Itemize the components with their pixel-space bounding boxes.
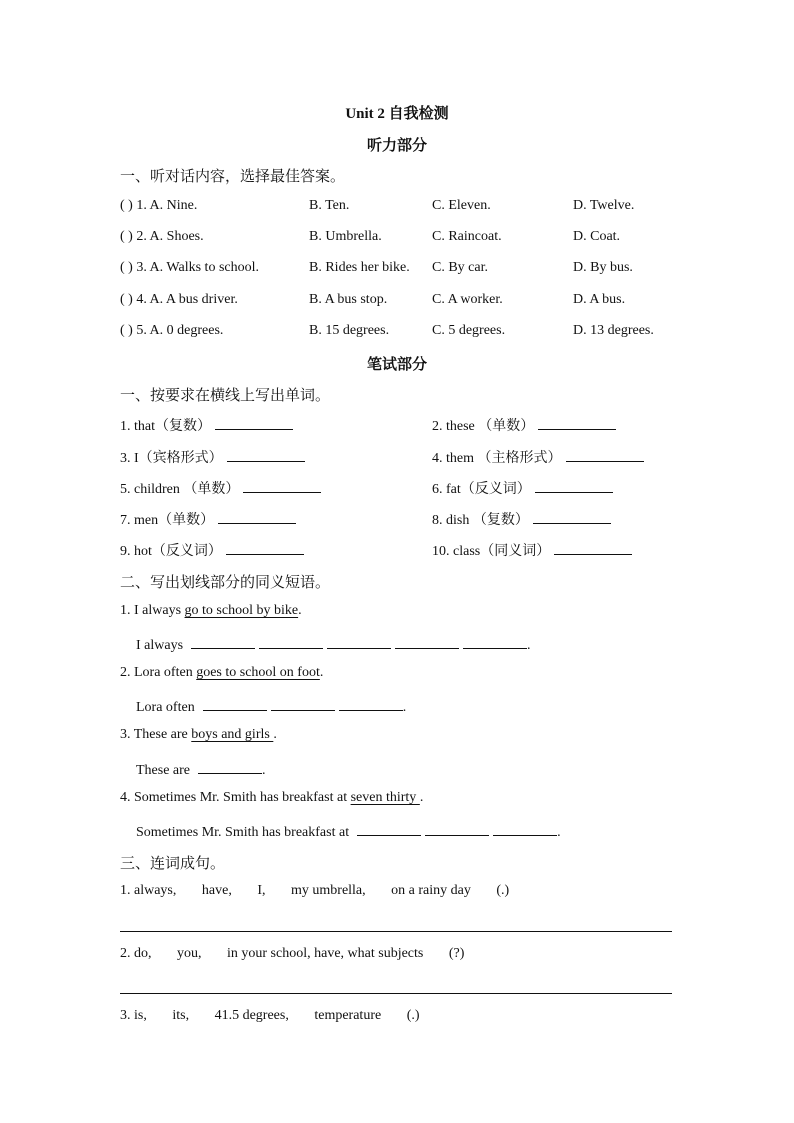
word-item-left: 7. men（单数）	[120, 509, 296, 529]
word-item-right: 8. dish （复数）	[432, 509, 611, 529]
word-item-right: 2. these （单数）	[432, 415, 616, 435]
question-option-a: ( ) 5. A. 0 degrees.	[120, 323, 224, 338]
answer-blank[interactable]	[271, 696, 335, 711]
answer-blank[interactable]	[554, 540, 632, 555]
question-row	[120, 292, 680, 312]
question-option-c: C. By car.	[432, 260, 488, 275]
question-option-d: D. Twelve.	[573, 198, 635, 213]
question-option-c: C. A worker.	[432, 292, 503, 307]
answer-blank[interactable]	[327, 634, 391, 649]
answer-blank[interactable]	[566, 447, 644, 462]
word-item-right: 6. fat（反义词）	[432, 478, 613, 498]
listening-heading: 听力部分	[366, 138, 427, 154]
phrase-answer: I always .	[136, 634, 531, 654]
answer-blank[interactable]	[535, 478, 613, 493]
question-row	[120, 229, 680, 249]
phrase-answer: These are .	[136, 759, 266, 779]
answer-blank[interactable]	[191, 634, 255, 649]
word-item-left: 3. I（宾格形式）	[120, 447, 305, 467]
phrase-answer: Sometimes Mr. Smith has breakfast at .	[136, 821, 561, 841]
writing-section-2: 二、写出划线部分的同义短语。	[120, 575, 331, 591]
writing-section-1: 一、按要求在横线上写出单词。	[120, 388, 331, 404]
answer-blank[interactable]	[533, 509, 611, 524]
answer-blank[interactable]	[425, 821, 489, 836]
answer-blank[interactable]	[463, 634, 527, 649]
answer-blank[interactable]	[538, 415, 616, 430]
word-item-left: 1. that（复数）	[120, 415, 293, 435]
question-option-b: B. 15 degrees.	[309, 323, 390, 338]
question-option-d: D. By bus.	[573, 260, 633, 275]
question-option-c: C. Eleven.	[432, 198, 491, 213]
answer-blank[interactable]	[259, 634, 323, 649]
answer-blank[interactable]	[215, 415, 293, 430]
question-option-b: B. Rides her bike.	[309, 260, 410, 275]
word-item-right: 10. class（同义词）	[432, 540, 632, 560]
word-item-row	[120, 415, 680, 435]
question-option-b: B. Umbrella.	[309, 229, 382, 244]
question-option-d: D. Coat.	[573, 229, 621, 244]
answer-blank[interactable]	[203, 696, 267, 711]
question-row	[120, 260, 680, 280]
word-item-left: 5. children （单数）	[120, 478, 321, 498]
sentence-item: 2. do, you, in your school, have, what subjects (?)	[120, 946, 465, 961]
word-item-right: 4. them （主格形式）	[432, 447, 644, 467]
question-row	[120, 323, 680, 343]
answer-blank[interactable]	[226, 540, 304, 555]
question-option-a: ( ) 3. A. Walks to school.	[120, 260, 259, 275]
underlined-phrase: seven thirty	[350, 790, 420, 805]
writing-section-3: 三、连词成句。	[120, 856, 226, 872]
underlined-phrase: boys and girls	[191, 727, 274, 742]
question-option-b: B. Ten.	[309, 198, 350, 213]
word-item-row	[120, 540, 680, 560]
phrase-question: 4. Sometimes Mr. Smith has breakfast at seven thirty .	[120, 790, 424, 805]
answer-blank[interactable]	[218, 509, 296, 524]
answer-blank[interactable]	[395, 634, 459, 649]
question-option-b: B. A bus stop.	[309, 292, 388, 307]
phrase-question: 3. These are boys and girls .	[120, 727, 277, 742]
word-item-row	[120, 447, 680, 467]
answer-blank[interactable]	[493, 821, 557, 836]
page-title: Unit 2 自我检测	[345, 106, 449, 122]
word-item-row	[120, 478, 680, 498]
answer-blank[interactable]	[339, 696, 403, 711]
writing-heading: 笔试部分	[366, 357, 427, 373]
question-row	[120, 198, 680, 218]
underlined-phrase: goes to school on foot	[196, 665, 320, 680]
underlined-phrase: go to school by bike	[184, 603, 299, 618]
word-item-row	[120, 509, 680, 529]
answer-line[interactable]	[120, 931, 672, 932]
answer-blank[interactable]	[243, 478, 321, 493]
sentence-item: 1. always, have, I, my umbrella, on a rainy day (.)	[120, 883, 510, 898]
answer-blank[interactable]	[357, 821, 421, 836]
question-option-a: ( ) 1. A. Nine.	[120, 198, 198, 213]
word-item-left: 9. hot（反义词）	[120, 540, 304, 560]
answer-line[interactable]	[120, 993, 672, 994]
question-option-d: D. 13 degrees.	[573, 323, 654, 338]
question-option-a: ( ) 4. A. A bus driver.	[120, 292, 238, 307]
question-option-c: C. Raincoat.	[432, 229, 502, 244]
phrase-answer: Lora often .	[136, 696, 406, 716]
listening-section-1: 一、听对话内容，选择最佳答案。	[120, 169, 346, 185]
phrase-question: 2. Lora often goes to school on foot.	[120, 665, 324, 680]
sentence-item: 3. is, its, 41.5 degrees, temperature (.)	[120, 1008, 420, 1023]
question-option-d: D. A bus.	[573, 292, 626, 307]
question-option-a: ( ) 2. A. Shoes.	[120, 229, 204, 244]
answer-blank[interactable]	[198, 759, 262, 774]
question-option-c: C. 5 degrees.	[432, 323, 506, 338]
phrase-question: 1. I always go to school by bike.	[120, 603, 302, 618]
answer-blank[interactable]	[227, 447, 305, 462]
